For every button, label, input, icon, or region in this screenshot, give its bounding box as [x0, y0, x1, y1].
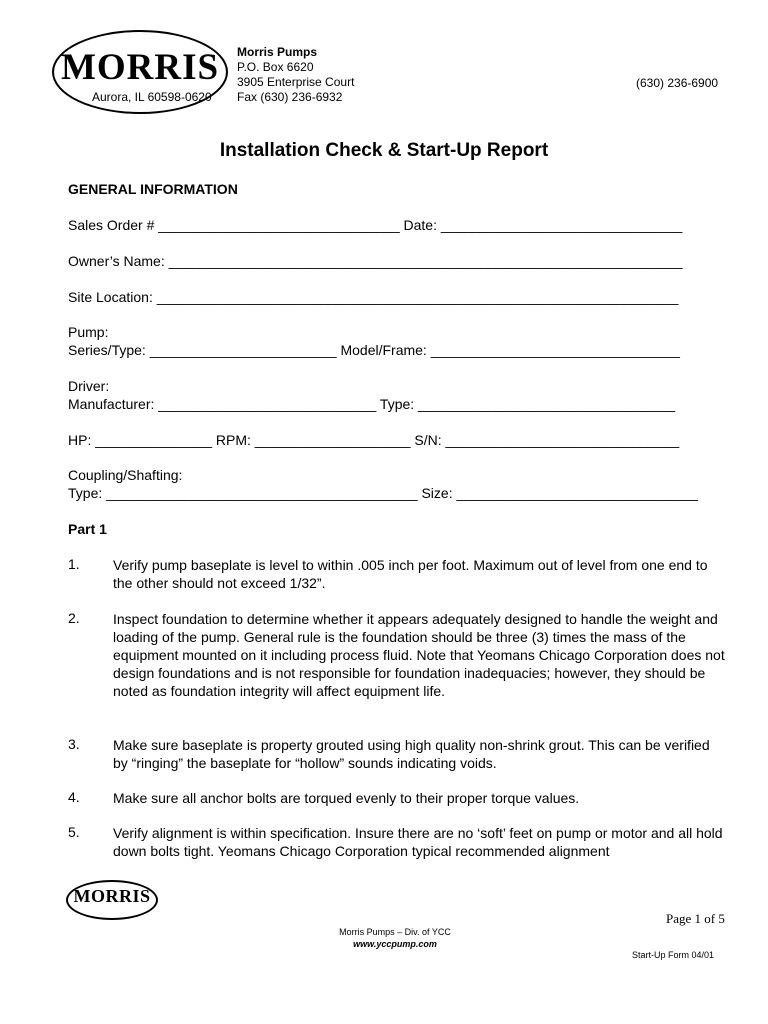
phone-number: (630) 236-6900 [636, 76, 719, 90]
hp-rpm-sn-field[interactable]: HP: _______________ RPM: ____________________ S/N: ______________________________ [68, 432, 680, 448]
fax-number: Fax (630) 236-6932 [237, 90, 343, 104]
item-number: 4. [68, 789, 80, 805]
part1-heading: Part 1 [68, 521, 107, 537]
form-id: Start-Up Form 04/01 [632, 950, 715, 960]
coupling-type-size-field[interactable]: Type: ________________________________________ Size: _______________________________ [68, 485, 698, 501]
footer-logo-text: MORRIS [73, 886, 151, 906]
list-item: Verify pump baseplate is level to within .005 inch per foot. Maximum out of level from one end to the other should not exceed 1/32”. [113, 557, 708, 591]
footer-logo [66, 880, 158, 920]
item-number: 3. [68, 736, 80, 752]
page-number: Page 1 of 5 [666, 911, 725, 926]
morris-logo [52, 30, 228, 114]
list-item: Make sure all anchor bolts are torqued evenly to their proper torque values. [113, 790, 580, 806]
item-number: 5. [68, 824, 80, 840]
driver-manufacturer-type-field[interactable]: Manufacturer: ____________________________ Type: _________________________________ [68, 396, 675, 412]
item-number: 1. [68, 556, 80, 572]
site-location-field[interactable]: Site Location: ___________________________________________________________________ [68, 289, 679, 305]
page-title: Installation Check & Start-Up Report [219, 140, 549, 161]
company-name: Morris Pumps [237, 45, 318, 59]
list-item: Inspect foundation to determine whether it appears adequately designed to handle the weight and loading of the pump. General rule is the foundation should be three (3) times the mass of the equipment mounted on it including process fluid. Note that Yeomans Chicago Corporation does not design foundations and is not responsible for foundation inadequacies; however, they should be noted as foundation integrity will affect equipment life. [113, 611, 725, 699]
address-block [237, 45, 354, 105]
owner-name-field[interactable]: Owner’s Name: __________________________________________________________________ [68, 253, 683, 269]
pump-series-model-field[interactable]: Series/Type: ________________________ Model/Frame: ________________________________ [68, 342, 680, 358]
po-box: P.O. Box 6620 [237, 60, 314, 74]
driver-label: Driver: [68, 378, 110, 394]
pump-label: Pump: [68, 324, 109, 340]
general-info-heading: GENERAL INFORMATION [68, 181, 238, 197]
coupling-label: Coupling/Shafting: [68, 467, 183, 483]
logo-text: MORRIS [60, 47, 220, 88]
logo-city: Aurora, IL 60598-0620 [92, 90, 212, 104]
footer-website-link[interactable]: www.yccpump.com [353, 939, 437, 949]
item-number: 2. [68, 610, 80, 626]
sales-order-date-field[interactable]: Sales Order # _______________________________ Date: _______________________________ [68, 217, 683, 233]
footer-company: Morris Pumps – Div. of YCC [339, 927, 451, 937]
list-item: Verify alignment is within specification. Insure there are no ‘soft’ feet on pump or motor and all hold down bolts tight. Yeomans Chicago Corporation typical recommended alignment [113, 825, 723, 859]
street-address: 3905 Enterprise Court [237, 75, 355, 89]
list-item: Make sure baseplate is property grouted using high quality non-shrink grout. This can be verified by “ringing” the baseplate for “hollow” sounds indicating voids. [113, 737, 710, 771]
